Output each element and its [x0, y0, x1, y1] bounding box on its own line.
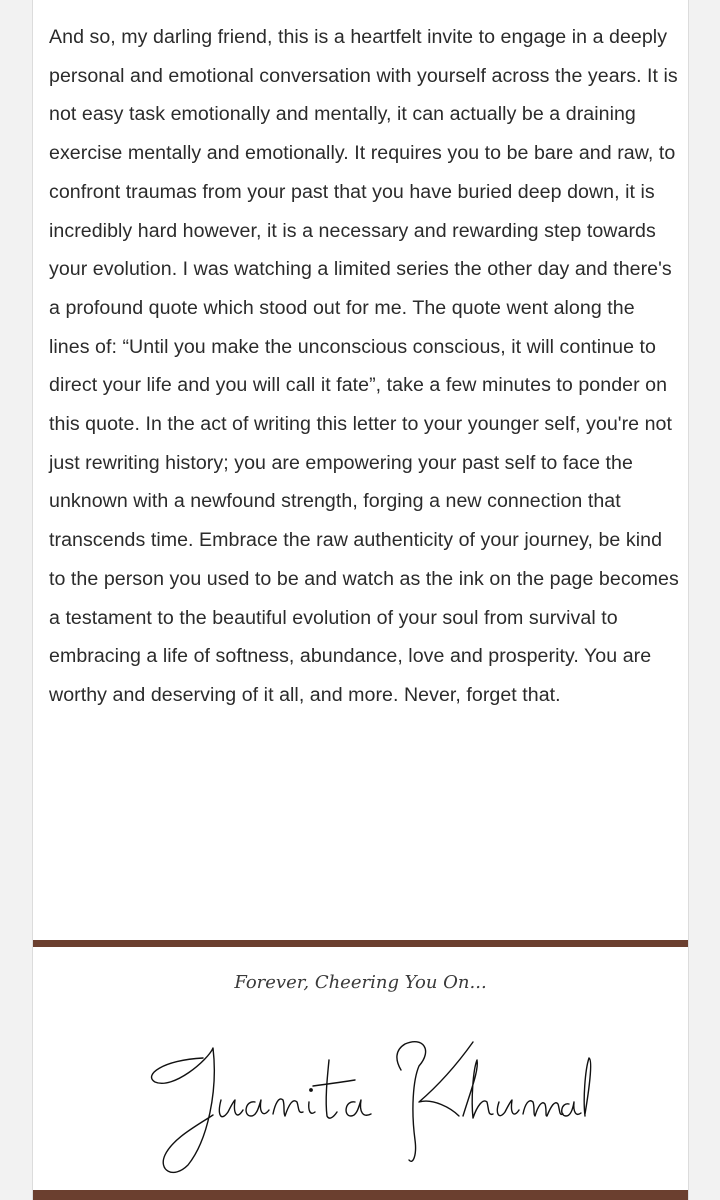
letter-body-text: And so, my darling friend, this is a heartfelt invite to engage in a deeply personal and emotional conversation with yourself across the years. It is not easy task emotionally and mentally, it can actually be a draining exercise mentally and emotionally. It requires you to be bare and raw, to confront traumas from your past that you have buried deep down, it is incredibly hard however, it is a necessary and rewarding step towards your evolution. I was watching a limited series the other day and there's a profound quote which stood out for me. The quote went along the lines of: “Until you make the unconscious conscious, it will continue to direct your life and you will call it fate”, take a few minutes to ponder on this quote. In the act of writing this letter to your younger self, you're not just rewriting history; you are empowering your past self to face the unknown with a newfound strength, forging a new connection that transcends time. Embrace the raw authenticity of your journey, be kind to the person you used to be and watch as the ink on the page becomes a testament to the beautiful evolution of your soul from survival to embracing a life of softness, abundance, love and prosperity. You are worthy and deserving of it all, and more. Never, forget that. — [49, 26, 679, 706]
closing-line: Forever, Cheering You On... — [234, 972, 487, 993]
handwritten-signature — [133, 1030, 593, 1180]
bottom-divider — [33, 1190, 688, 1200]
letter-page — [32, 0, 689, 1200]
top-divider — [33, 940, 688, 947]
